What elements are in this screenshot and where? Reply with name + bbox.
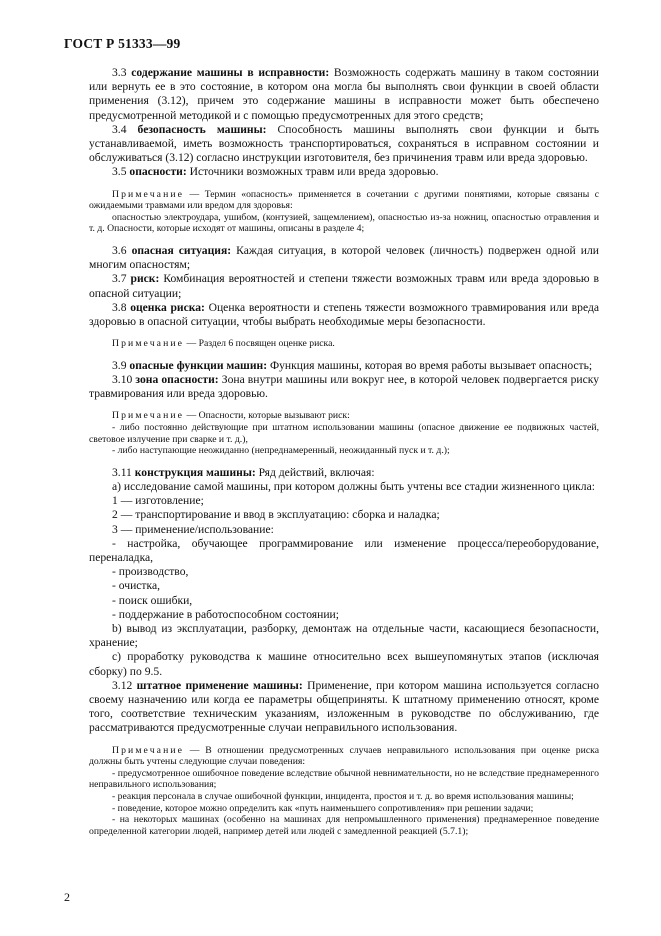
list-item-3: 3 — применение/использование: <box>112 522 274 536</box>
note-1: Примечание — Термин «опасность» применяется в сочетании с другими понятиями, которые связаны с ожидаемыми травмами или вредом для здоровья: <box>89 188 599 212</box>
term: безопасность машины: <box>137 122 267 136</box>
term: опасные функции машин: <box>129 358 268 372</box>
term: оценка риска: <box>130 300 205 314</box>
document-body <box>89 66 599 837</box>
clause-3-7: 3.7 риск: Комбинация вероятностей и степени тяжести возможных травм или вреда здоровью в опасной ситуации; <box>89 272 599 300</box>
note-label: Примечание <box>112 744 185 756</box>
clause-3-5: 3.5 опасности: Источники возможных травм или вреда здоровью. <box>112 165 439 179</box>
dash-item: - поддержание в работоспособном состоянии; <box>112 607 339 621</box>
clause-3-4: 3.4 безопасность машины: Способность машины выполнять свои функции и быть устанавливаемой, иметь возможность транспортироваться, сохраняться в исправном состоянии и обслуживаться (3.12) согласно инструкции изготовителя, без причинения травм или вреда здоровью. <box>89 122 599 165</box>
clause-3-9: 3.9 опасные функции машин: Функция машины, которая во время работы вызывает опасность; <box>112 358 593 372</box>
term: опасности: <box>129 165 187 179</box>
dash-item: - поиск ошибки, <box>112 593 193 607</box>
dash-item: - настройка, обучающее программирование или изменение процесса/переоборудование, переналадка, <box>89 536 599 565</box>
list-item-b: b) вывод из эксплуатации, разборку, демонтаж на отдельные части, касающиеся безопасности, хранение; <box>89 622 599 650</box>
term: риск: <box>130 272 160 286</box>
term: штатное применение машины: <box>136 678 303 692</box>
dash-item: - производство, <box>112 565 189 579</box>
clause-3-3: 3.3 содержание машины в исправности: Возможность содержать машину в таком состоянии или вернуть ее в это состояние, в котором она могла бы выполнять свои функции в своей области применения (3.12), причем это содержание машины в исправности может быть обеспечено предусмотренной методикой и с помощью предусмотренных для этого средств; <box>89 66 599 122</box>
clause-3-8: 3.8 оценка риска: Оценка вероятности и степень тяжести возможного травмирования или вреда здоровью в опасной ситуации, чтобы выбрать необходимые меры безопасности. <box>89 300 599 329</box>
note-label: Примечание <box>112 410 185 422</box>
note-4-item: - предусмотренное ошибочное поведение вследствие обычной невнимательности, но не вследствие преднамеренного неправильного использования; <box>89 767 599 791</box>
note-4-item: - на некоторых машинах (особенно на машинах для непромышленного применения) преднамеренное поведение определенной категории людей, например детей или людей с замедленной реакцией (5.7.1); <box>89 814 599 837</box>
note-label: Примечание <box>112 188 185 200</box>
term: опасная ситуация: <box>131 244 232 257</box>
note-2: Примечание — Раздел 6 посвящен оценке риска. <box>112 338 335 350</box>
clause-3-12: 3.12 штатное применение машины: Применение, при котором машина используется согласно своему назначению или когда ее параметры общеприняты. К штатному применению относят, кроме того, соответствие техническим указаниям, изложенным в руководстве по обслуживанию, где рассматриваются предусмотренные случаи неправильного использования. <box>89 678 600 735</box>
list-item-2: 2 — транспортирование и ввод в эксплуатацию: сборка и наладка; <box>112 508 440 522</box>
clause-3-6: 3.6 опасная ситуация: Каждая ситуация, в которой человек (личность) подвержен одной или многим опасностям; <box>89 244 599 272</box>
note-label: Примечание <box>112 338 185 350</box>
list-item-c: с) проработку руководства к машине относительно всех вышеупомянутых этапов (исключая сборку) по 9.5. <box>89 650 599 678</box>
note-3-item: - либо наступающие неожиданно (непреднамеренный, неожиданный пуск и т. д.); <box>112 445 450 457</box>
note-4-item: - поведение, которое можно определить как «путь наименьшего сопротивления» при решении задачи; <box>112 802 534 814</box>
list-item-1: 1 — изготовление; <box>112 494 204 508</box>
term: конструкция машины: <box>134 465 256 479</box>
term: содержание машины в исправности: <box>131 66 330 79</box>
clause-3-10: 3.10 зона опасности: Зона внутри машины или вокруг нее, в которой человек подвергается риску травмирования или вреда здоровью. <box>89 373 600 401</box>
dash-item: - очистка, <box>112 579 161 593</box>
term: зона опасности: <box>135 373 219 387</box>
note-4-item: - реакция персонала в случае ошибочной функции, инцидента, простоя и т. д. во время использования машины; <box>112 791 574 803</box>
page-number: 2 <box>64 890 70 904</box>
document-header: ГОСТ Р 51333—99 <box>64 36 181 51</box>
list-item-a: а) исследование самой машины, при котором должны быть учтены все стадии жизненного цикла: <box>112 480 595 493</box>
note-4: Примечание — В отношении предусмотренных случаев неправильного использования при оценке риска должны быть учтены следующие случаи поведения: <box>89 744 599 768</box>
note-3: Примечание — Опасности, которые вызывают риск: <box>112 410 350 422</box>
note-3-item: - либо постоянно действующие при штатном использовании машины (опасное движение ее подвижных частей, световое излучение при сварке и т. д.), <box>89 422 599 445</box>
note-1-line: опасностью электроудара, ушибом, (контузией, защемлением), опасностью из-за ножниц, опасностью отравления и т. д. Опасности, которые исходят от машины, описаны в разделе 4; <box>89 211 599 235</box>
clause-3-11: 3.11 конструкция машины: Ряд действий, включая: <box>112 465 375 479</box>
